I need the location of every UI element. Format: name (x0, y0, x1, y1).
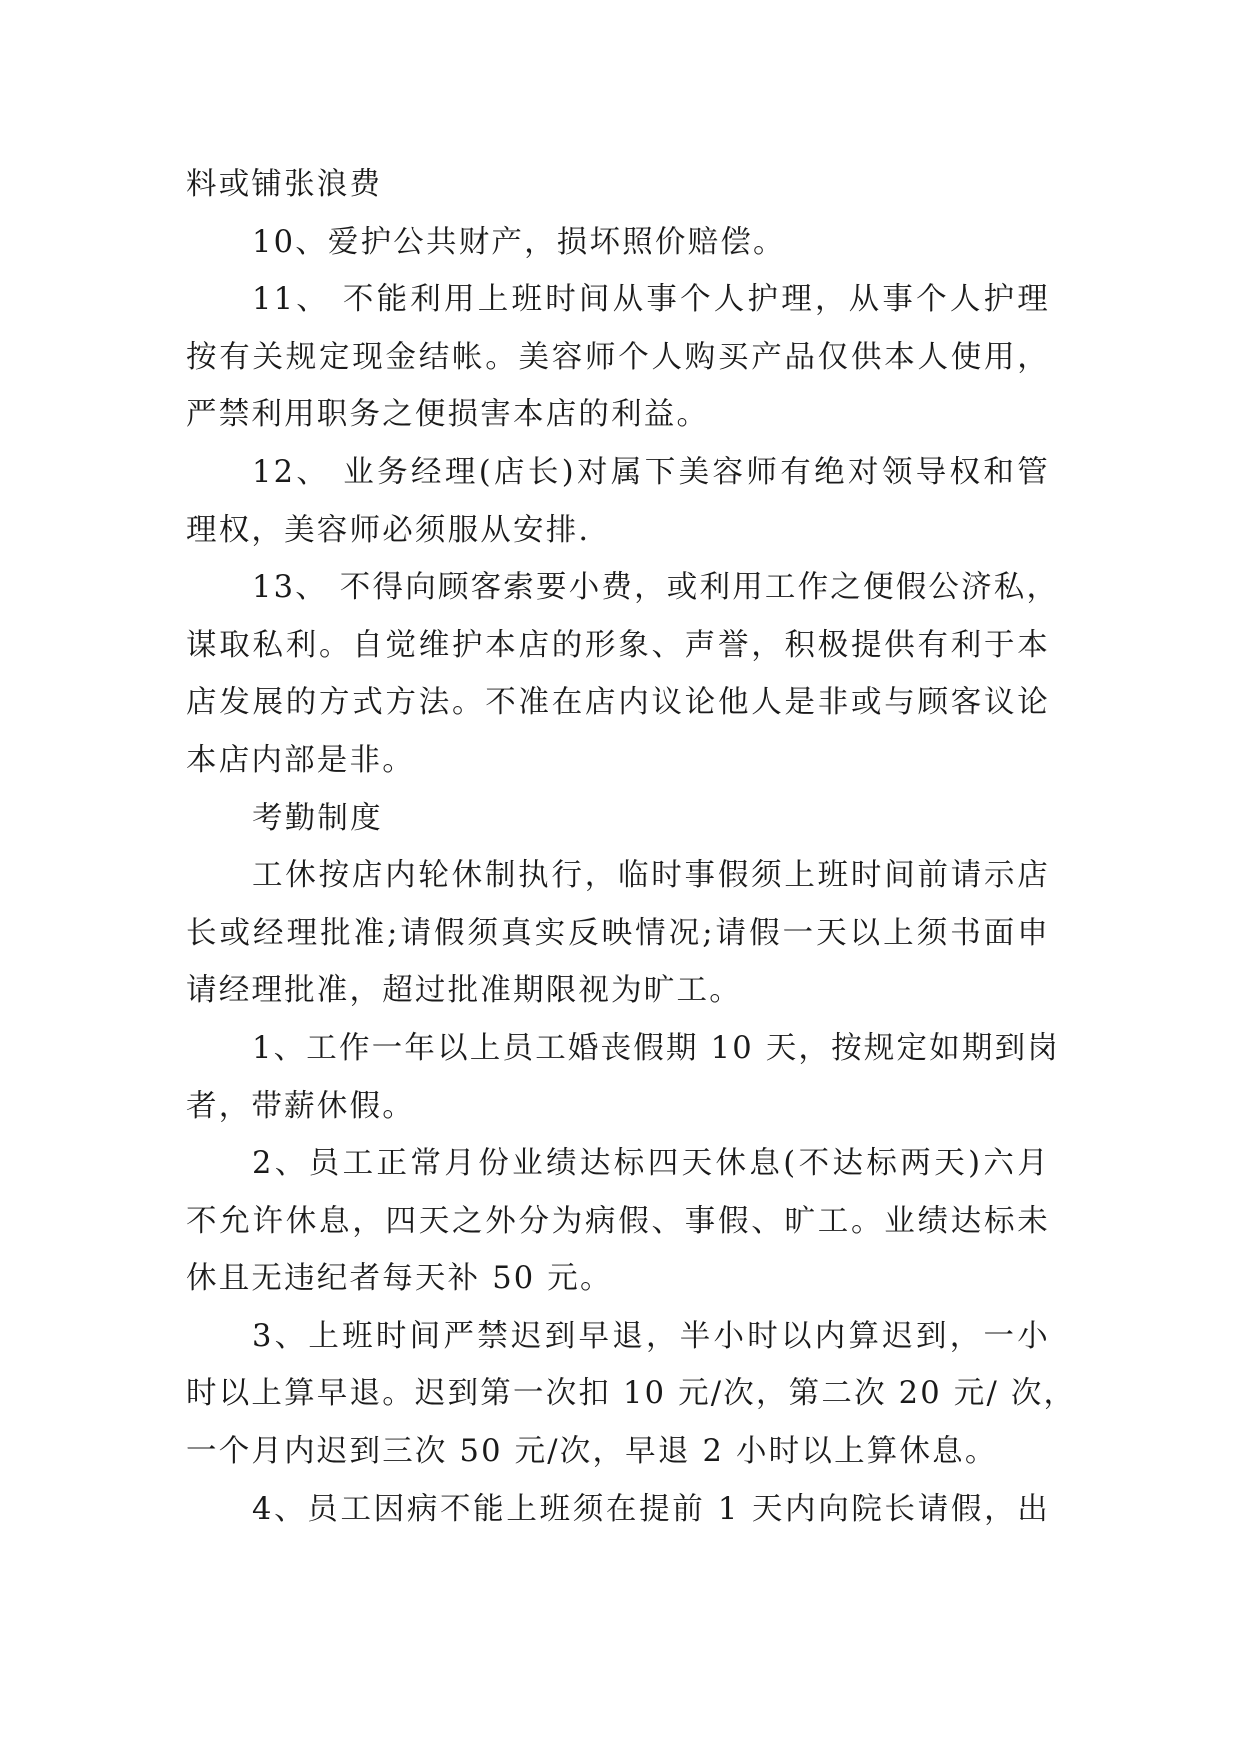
text-line: 严禁利用职务之便损害本店的利益。 (186, 397, 710, 433)
text-line: 1、工作一年以上员工婚丧假期 10 天，按规定如期到岗 (252, 1030, 1061, 1066)
text-line: 4、员工因病不能上班须在提前 1 天内向院长请假，出 (252, 1491, 1050, 1527)
text-line: 本店内部是非。 (186, 742, 415, 778)
text-line: 11、 不能利用上班时间从事个人护理，从事个人护理 (252, 282, 1050, 318)
text-line: 12、 业务经理(店长)对属下美容师有绝对领导权和管 (252, 454, 1050, 490)
text-line: 2、员工正常月份业绩达标四天休息(不达标两天)六月 (252, 1146, 1050, 1182)
document-body (186, 156, 1077, 1538)
text-line: 按有关规定现金结帐。美容师个人购买产品仅供本人使用， (186, 339, 1050, 375)
text-line: 10、爱护公共财产，损坏照价赔偿。 (252, 224, 786, 260)
text-line: 请经理批准，超过批准期限视为旷工。 (186, 973, 742, 1009)
text-line: 店发展的方式方法。不准在店内议论他人是非或与顾客议论 (186, 685, 1050, 721)
text-line: 料或铺张浪费 (186, 167, 383, 202)
text-line: 时以上算早退。迟到第一次扣 10 元/次，第二次 20 元/ 次， (186, 1376, 1077, 1412)
text-line: 者，带薪休假。 (186, 1088, 415, 1124)
text-line: 3、上班时间严禁迟到早退，半小时以内算迟到，一小 (252, 1318, 1050, 1354)
text-line: 不允许休息，四天之外分为病假、事假、旷工。业绩达标未 (186, 1203, 1050, 1239)
text-line: 休且无违纪者每天补 50 元。 (186, 1261, 613, 1297)
text-line: 谋取私利。自觉维护本店的形象、声誉，积极提供有利于本 (186, 627, 1050, 663)
text-line: 长或经理批准;请假须真实反映情况;请假一天以上须书面申 (186, 915, 1050, 951)
text-line: 理权，美容师必须服从安排. (186, 512, 591, 548)
text-line: 一个月内迟到三次 50 元/次，早退 2 小时以上算休息。 (186, 1434, 998, 1470)
text-line: 工休按店内轮休制执行，临时事假须上班时间前请示店 (252, 858, 1050, 894)
text-line: 13、 不得向顾客索要小费，或利用工作之便假公济私， (252, 570, 1060, 606)
text-line: 考勤制度 (252, 800, 383, 836)
